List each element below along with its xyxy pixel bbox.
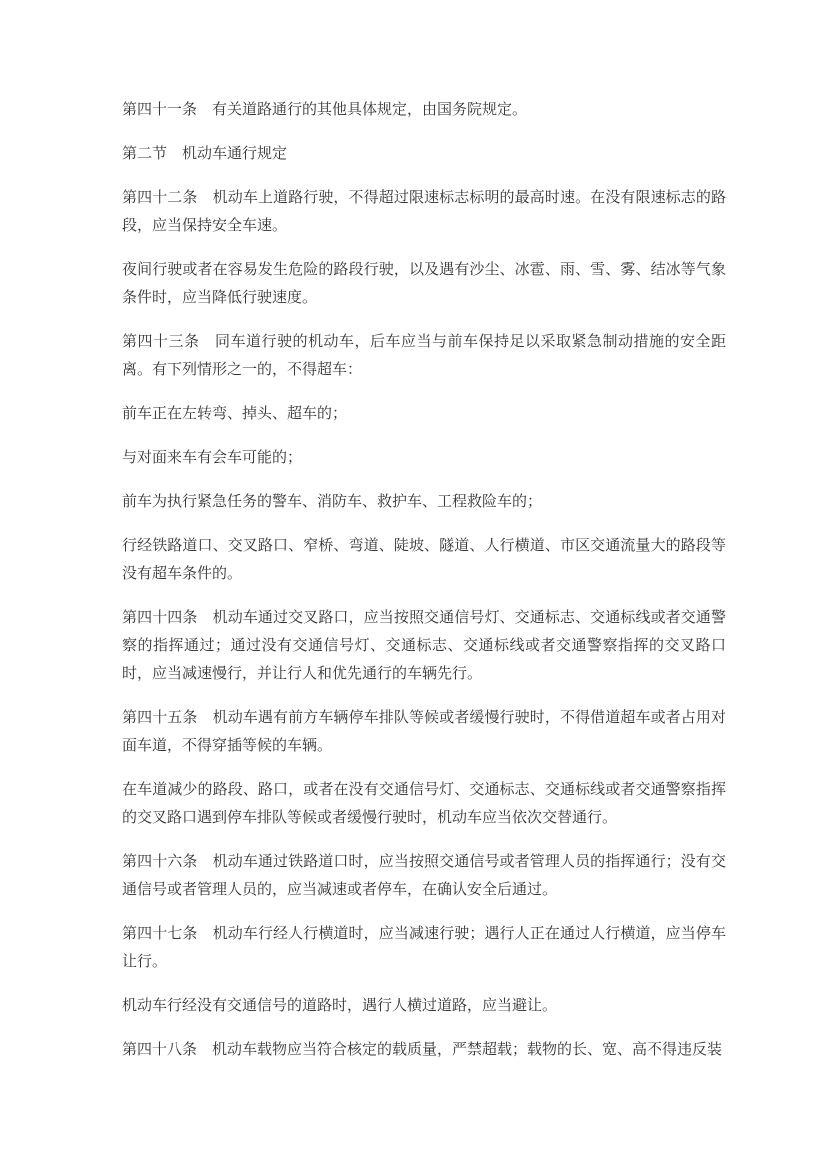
paragraph-article-43: 第四十三条 同车道行驶的机动车，后车应当与前车保持足以采取紧急制动措施的安全距离。有下列情形之一的，不得超车：: [122, 334, 726, 378]
paragraph-article-42-weather: 夜间行驶或者在容易发生危险的路段行驶，以及遇有沙尘、冰雹、雨、雪、雾、结冰等气象条件时，应当降低行驶速度。: [122, 262, 726, 306]
paragraph-article-42: 第四十二条 机动车上道路行驶，不得超过限速标志标明的最高时速。在没有限速标志的路段，应当保持安全车速。: [122, 190, 726, 234]
section-2-heading: 第二节 机动车通行规定: [122, 146, 288, 162]
paragraph-article-44: 第四十四条 机动车通过交叉路口，应当按照交通信号灯、交通标志、交通标线或者交通警察的指挥通过；通过没有交通信号灯、交通标志、交通标线或者交通警察指挥的交叉路口时，应当减速慢行，并让行人和优先通行的车辆先行。: [122, 610, 726, 682]
document-body: [122, 96, 726, 1064]
paragraph-article-48-truncated: 第四十八条 机动车载物应当符合核定的载质量，严禁超载；载物的长、宽、高不得违反装: [122, 1042, 723, 1058]
paragraph-article-47-no-signal: 机动车行经没有交通信号的道路时，遇行人横过道路，应当避让。: [122, 998, 558, 1014]
list-item-no-overtake-1: 前车正在左转弯、掉头、超车的；: [122, 406, 348, 422]
list-item-no-overtake-4: 行经铁路道口、交叉路口、窄桥、弯道、陡坡、隧道、人行横道、市区交通流量大的路段等没有超车条件的。: [122, 538, 726, 582]
list-item-no-overtake-2: 与对面来车有会车可能的；: [122, 450, 303, 466]
paragraph-article-47: 第四十七条 机动车行经人行横道时，应当减速行驶；遇行人正在通过人行横道，应当停车让行。: [122, 926, 726, 970]
paragraph-article-45-alternate: 在车道减少的路段、路口，或者在没有交通信号灯、交通标志、交通标线或者交通警察指挥的交叉路口遇到停车排队等候或者缓慢行驶时，机动车应当依次交替通行。: [122, 782, 726, 826]
list-item-no-overtake-3: 前车为执行紧急任务的警车、消防车、救护车、工程救险车的；: [122, 494, 543, 510]
paragraph-article-45: 第四十五条 机动车遇有前方车辆停车排队等候或者缓慢行驶时，不得借道超车或者占用对面车道，不得穿插等候的车辆。: [122, 710, 726, 754]
paragraph-article-46: 第四十六条 机动车通过铁路道口时，应当按照交通信号或者管理人员的指挥通行；没有交通信号或者管理人员的，应当减速或者停车，在确认安全后通过。: [122, 854, 726, 898]
paragraph-article-41: 第四十一条 有关道路通行的其他具体规定，由国务院规定。: [122, 102, 528, 118]
